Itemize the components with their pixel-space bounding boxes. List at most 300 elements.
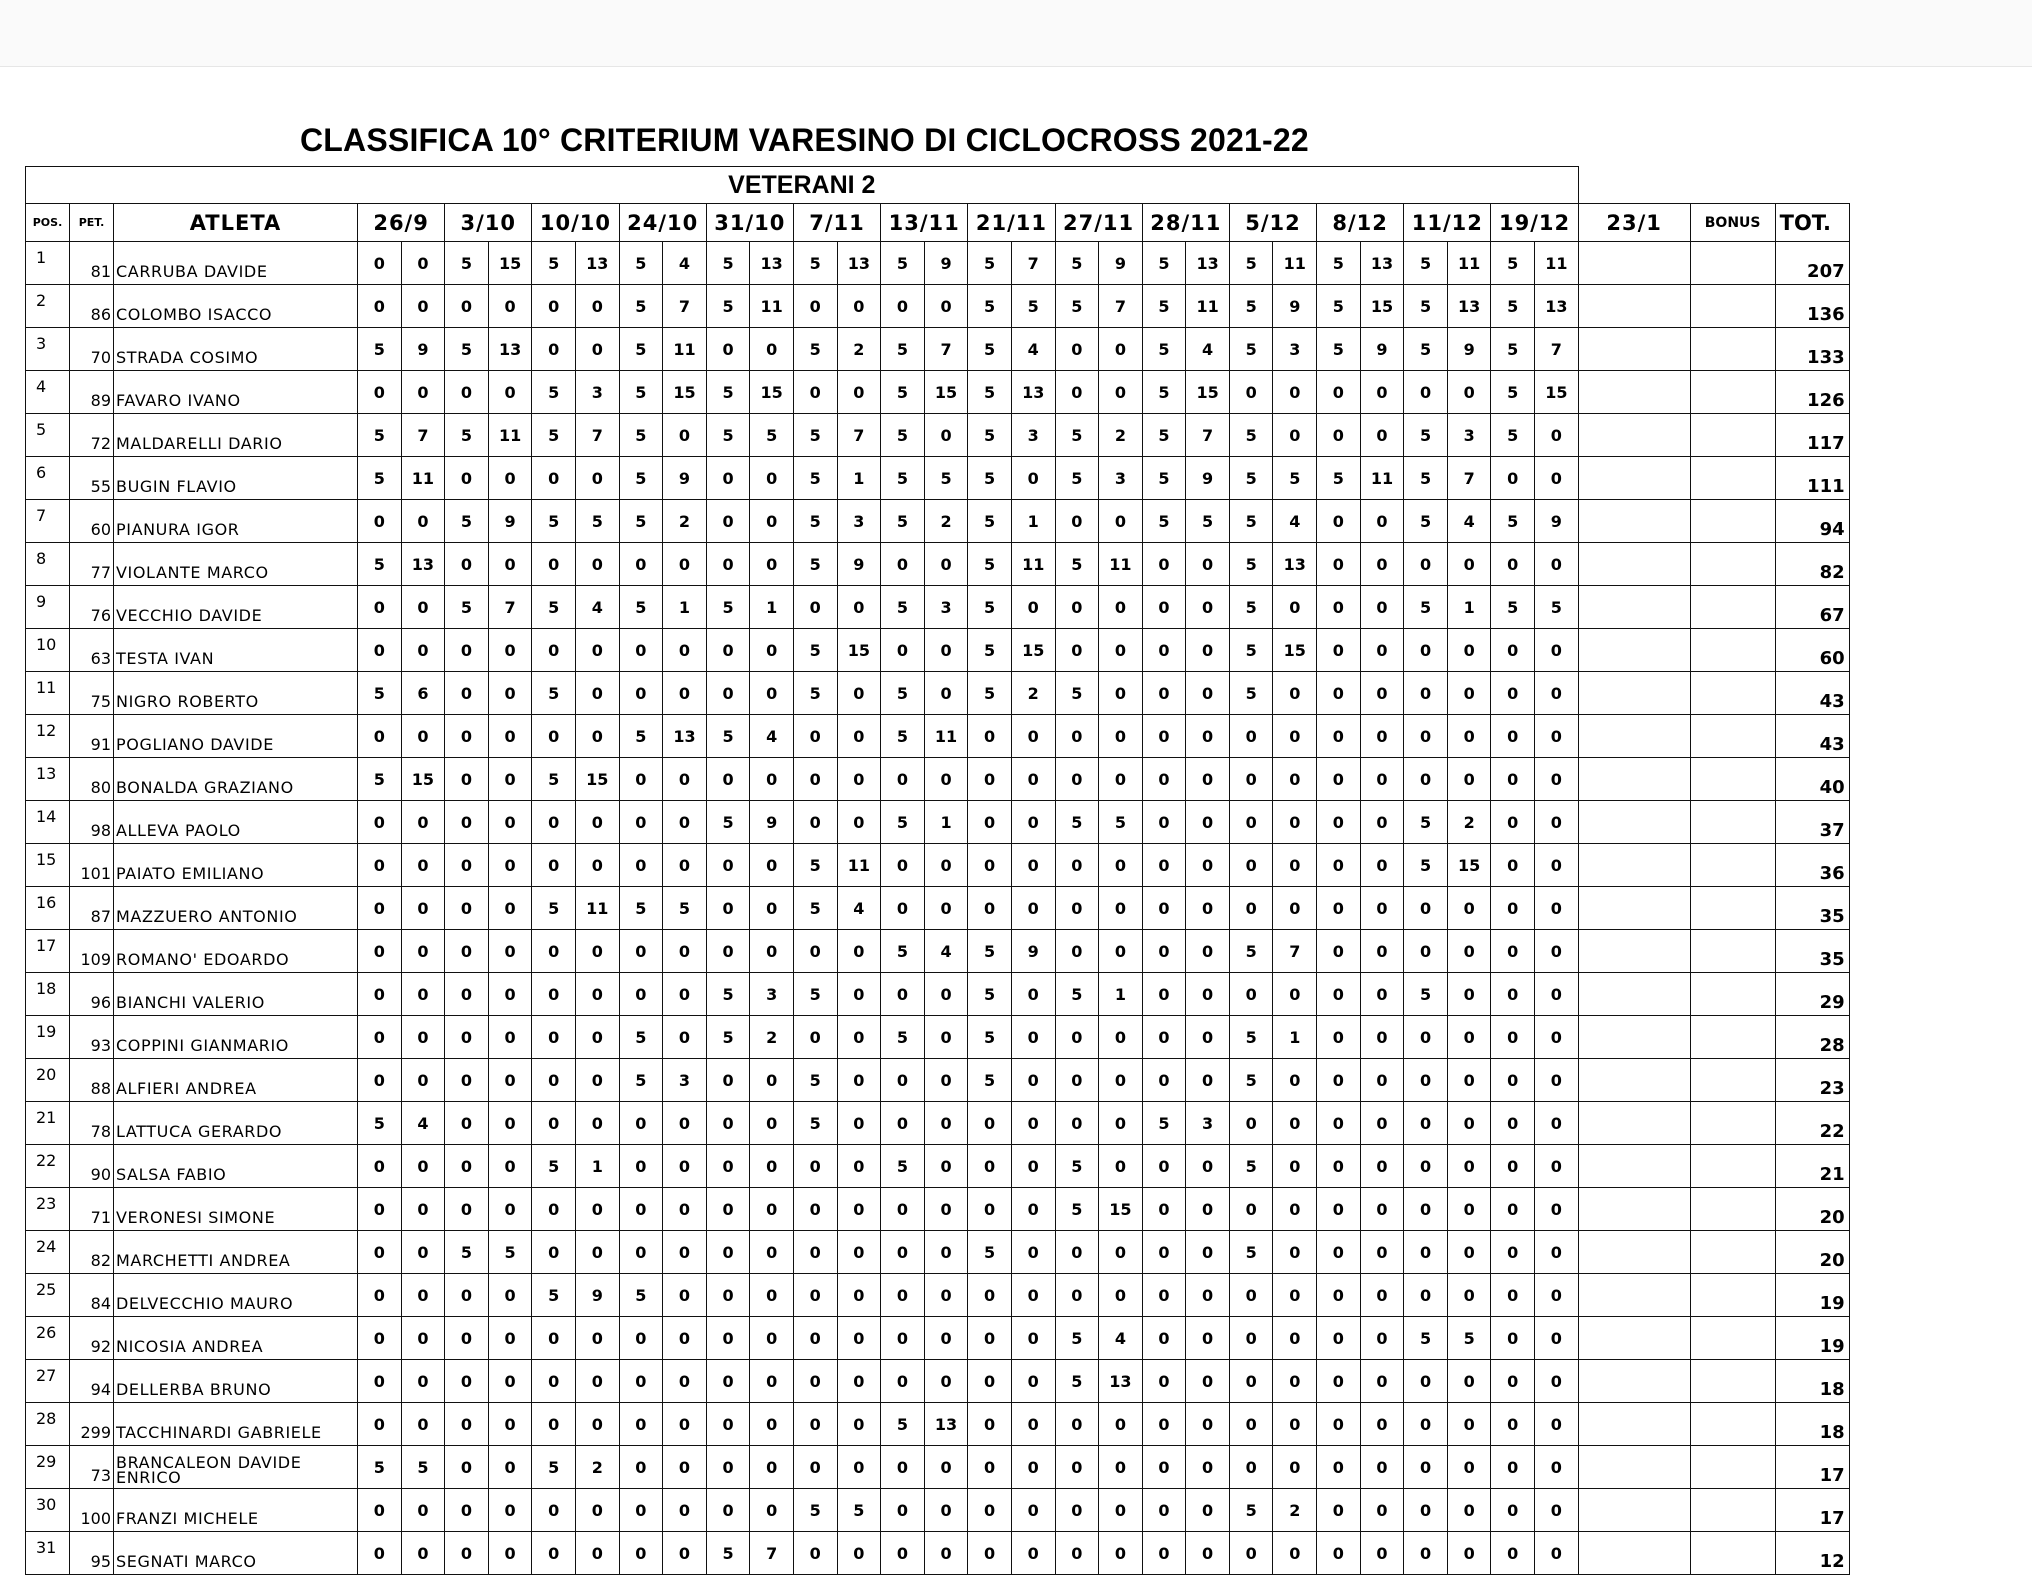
total-cell: 37 xyxy=(1775,801,1849,844)
points-cell: 0 xyxy=(619,973,663,1016)
points-cell: 5 xyxy=(532,887,576,930)
points-cell: 13 xyxy=(1186,242,1230,285)
points-cell: 5 xyxy=(968,500,1012,543)
points-cell: 5 xyxy=(619,1059,663,1102)
points-cell: 0 xyxy=(1273,973,1317,1016)
bib-number-cell: 72 xyxy=(70,414,114,457)
points-cell: 5 xyxy=(445,586,489,629)
points-cell: 5 xyxy=(1404,801,1448,844)
points-cell: 7 xyxy=(924,328,968,371)
points-cell: 0 xyxy=(1317,543,1361,586)
table-row xyxy=(26,328,1850,371)
points-cell: 0 xyxy=(1404,1403,1448,1446)
points-cell: 11 xyxy=(750,285,794,328)
header-race-date: 31/10 xyxy=(706,204,793,242)
points-cell: 0 xyxy=(1535,1231,1579,1274)
points-cell: 0 xyxy=(1142,1403,1186,1446)
points-cell: 0 xyxy=(1360,758,1404,801)
position-cell: 23 xyxy=(26,1188,70,1231)
points-cell: 0 xyxy=(968,1403,1012,1446)
points-cell: 0 xyxy=(445,1274,489,1317)
bonus-cell xyxy=(1690,1532,1775,1575)
table-row xyxy=(26,629,1850,672)
bib-number-cell: 101 xyxy=(70,844,114,887)
total-cell: 35 xyxy=(1775,887,1849,930)
points-cell: 13 xyxy=(1099,1360,1143,1403)
points-cell: 0 xyxy=(1186,844,1230,887)
points-cell: 5 xyxy=(881,457,925,500)
points-cell: 0 xyxy=(445,1403,489,1446)
points-cell: 0 xyxy=(706,844,750,887)
points-cell: 0 xyxy=(663,801,707,844)
points-cell: 0 xyxy=(793,1145,837,1188)
points-cell: 0 xyxy=(1273,1532,1317,1575)
points-cell: 0 xyxy=(1491,1231,1535,1274)
total-cell: 12 xyxy=(1775,1532,1849,1575)
points-cell: 0 xyxy=(358,371,402,414)
points-cell: 5 xyxy=(968,242,1012,285)
points-cell: 0 xyxy=(750,328,794,371)
bonus-cell xyxy=(1690,242,1775,285)
points-cell: 0 xyxy=(1360,629,1404,672)
points-cell: 0 xyxy=(1535,715,1579,758)
points-cell: 11 xyxy=(1099,543,1143,586)
header-bonus: BONUS xyxy=(1690,204,1775,242)
points-cell: 0 xyxy=(1535,844,1579,887)
points-cell: 0 xyxy=(575,1016,619,1059)
bib-number-cell: 100 xyxy=(70,1489,114,1532)
points-cell: 0 xyxy=(924,1489,968,1532)
points-cell: 0 xyxy=(1317,1489,1361,1532)
points-cell: 0 xyxy=(1360,371,1404,414)
athlete-name-cell: PIANURA IGOR xyxy=(114,500,358,543)
points-cell: 0 xyxy=(1142,1188,1186,1231)
bib-number-cell: 78 xyxy=(70,1102,114,1145)
points-cell: 0 xyxy=(532,715,576,758)
points-cell: 0 xyxy=(1011,1446,1055,1489)
points-cell: 5 xyxy=(706,586,750,629)
points-cell: 5 xyxy=(968,1016,1012,1059)
position-cell: 16 xyxy=(26,887,70,930)
points-cell: 0 xyxy=(1273,844,1317,887)
race-23-1-cell xyxy=(1578,801,1690,844)
athlete-name-cell: ROMANO' EDOARDO xyxy=(114,930,358,973)
points-cell: 0 xyxy=(1491,1188,1535,1231)
points-cell: 5 xyxy=(1055,242,1099,285)
points-cell: 0 xyxy=(358,1231,402,1274)
header-total: TOT. xyxy=(1775,204,1849,242)
points-cell: 15 xyxy=(488,242,532,285)
points-cell: 5 xyxy=(532,1274,576,1317)
points-cell: 5 xyxy=(793,844,837,887)
points-cell: 0 xyxy=(619,1446,663,1489)
points-cell: 0 xyxy=(401,1016,445,1059)
points-cell: 0 xyxy=(575,973,619,1016)
points-cell: 0 xyxy=(1186,1016,1230,1059)
points-cell: 0 xyxy=(1535,414,1579,457)
points-cell: 4 xyxy=(1099,1317,1143,1360)
points-cell: 0 xyxy=(837,1403,881,1446)
points-cell: 0 xyxy=(1229,1274,1273,1317)
points-cell: 3 xyxy=(750,973,794,1016)
points-cell: 0 xyxy=(793,715,837,758)
points-cell: 5 xyxy=(1491,586,1535,629)
points-cell: 9 xyxy=(663,457,707,500)
points-cell: 0 xyxy=(1535,930,1579,973)
points-cell: 0 xyxy=(575,1532,619,1575)
position-cell: 14 xyxy=(26,801,70,844)
points-cell: 5 xyxy=(358,672,402,715)
points-cell: 5 xyxy=(532,586,576,629)
points-cell: 0 xyxy=(1317,1360,1361,1403)
points-cell: 0 xyxy=(1404,1188,1448,1231)
points-cell: 0 xyxy=(881,1274,925,1317)
header-race-date: 26/9 xyxy=(358,204,445,242)
points-cell: 0 xyxy=(1404,715,1448,758)
points-cell: 5 xyxy=(1491,328,1535,371)
points-cell: 0 xyxy=(1011,715,1055,758)
points-cell: 0 xyxy=(1011,1145,1055,1188)
race-23-1-cell xyxy=(1578,242,1690,285)
points-cell: 5 xyxy=(968,586,1012,629)
points-cell: 4 xyxy=(750,715,794,758)
bonus-cell xyxy=(1690,1274,1775,1317)
points-cell: 0 xyxy=(1055,715,1099,758)
table-row xyxy=(26,887,1850,930)
race-23-1-cell xyxy=(1578,500,1690,543)
header-athlete: ATLETA xyxy=(114,204,358,242)
table-row xyxy=(26,715,1850,758)
points-cell: 0 xyxy=(1186,801,1230,844)
total-cell: 117 xyxy=(1775,414,1849,457)
race-23-1-cell xyxy=(1578,930,1690,973)
table-row xyxy=(26,586,1850,629)
athlete-name-cell: MAZZUERO ANTONIO xyxy=(114,887,358,930)
points-cell: 5 xyxy=(1142,1102,1186,1145)
points-cell: 0 xyxy=(1186,672,1230,715)
total-cell: 21 xyxy=(1775,1145,1849,1188)
points-cell: 0 xyxy=(750,930,794,973)
points-cell: 5 xyxy=(881,801,925,844)
total-cell: 43 xyxy=(1775,672,1849,715)
points-cell: 0 xyxy=(1491,1317,1535,1360)
points-cell: 0 xyxy=(1142,930,1186,973)
bonus-cell xyxy=(1690,1403,1775,1446)
points-cell: 5 xyxy=(1055,1145,1099,1188)
points-cell: 0 xyxy=(488,1188,532,1231)
points-cell: 13 xyxy=(1273,543,1317,586)
points-cell: 3 xyxy=(924,586,968,629)
points-cell: 0 xyxy=(1142,1532,1186,1575)
points-cell: 0 xyxy=(663,1360,707,1403)
points-cell: 0 xyxy=(1360,1446,1404,1489)
bib-number-cell: 76 xyxy=(70,586,114,629)
race-23-1-cell xyxy=(1578,758,1690,801)
position-cell: 10 xyxy=(26,629,70,672)
points-cell: 0 xyxy=(837,1274,881,1317)
points-cell: 0 xyxy=(1447,1532,1491,1575)
position-cell: 12 xyxy=(26,715,70,758)
position-cell: 4 xyxy=(26,371,70,414)
points-cell: 4 xyxy=(1273,500,1317,543)
bib-number-cell: 91 xyxy=(70,715,114,758)
points-cell: 0 xyxy=(1055,1059,1099,1102)
points-cell: 5 xyxy=(881,414,925,457)
points-cell: 0 xyxy=(1229,1188,1273,1231)
points-cell: 5 xyxy=(1317,328,1361,371)
points-cell: 0 xyxy=(445,672,489,715)
points-cell: 0 xyxy=(401,973,445,1016)
points-cell: 0 xyxy=(1099,1532,1143,1575)
points-cell: 0 xyxy=(1317,844,1361,887)
points-cell: 0 xyxy=(924,887,968,930)
points-cell: 5 xyxy=(881,328,925,371)
points-cell: 5 xyxy=(1142,500,1186,543)
points-cell: 0 xyxy=(750,844,794,887)
points-cell: 5 xyxy=(1229,242,1273,285)
points-cell: 5 xyxy=(881,500,925,543)
points-cell: 0 xyxy=(1055,1489,1099,1532)
points-cell: 0 xyxy=(401,1403,445,1446)
points-cell: 0 xyxy=(663,629,707,672)
points-cell: 5 xyxy=(1229,672,1273,715)
points-cell: 5 xyxy=(1229,285,1273,328)
points-cell: 2 xyxy=(1447,801,1491,844)
points-cell: 5 xyxy=(532,242,576,285)
athlete-name-cell: BONALDA GRAZIANO xyxy=(114,758,358,801)
points-cell: 0 xyxy=(1317,930,1361,973)
points-cell: 11 xyxy=(1535,242,1579,285)
points-cell: 0 xyxy=(837,973,881,1016)
points-cell: 0 xyxy=(1317,1403,1361,1446)
points-cell: 0 xyxy=(1447,715,1491,758)
bonus-cell xyxy=(1690,973,1775,1016)
points-cell: 0 xyxy=(1535,1360,1579,1403)
points-cell: 5 xyxy=(706,1532,750,1575)
points-cell: 0 xyxy=(663,844,707,887)
bib-number-cell: 84 xyxy=(70,1274,114,1317)
points-cell: 5 xyxy=(532,371,576,414)
points-cell: 0 xyxy=(488,1016,532,1059)
points-cell: 15 xyxy=(1447,844,1491,887)
position-cell: 27 xyxy=(26,1360,70,1403)
points-cell: 0 xyxy=(706,1231,750,1274)
points-cell: 0 xyxy=(924,1532,968,1575)
points-cell: 0 xyxy=(881,758,925,801)
points-cell: 15 xyxy=(1360,285,1404,328)
bonus-cell xyxy=(1690,586,1775,629)
points-cell: 5 xyxy=(1404,1317,1448,1360)
points-cell: 5 xyxy=(881,1145,925,1188)
points-cell: 0 xyxy=(1404,758,1448,801)
points-cell: 5 xyxy=(1099,801,1143,844)
bib-number-cell: 82 xyxy=(70,1231,114,1274)
points-cell: 0 xyxy=(1273,801,1317,844)
points-cell: 5 xyxy=(968,371,1012,414)
points-cell: 5 xyxy=(1229,328,1273,371)
points-cell: 0 xyxy=(1229,1317,1273,1360)
points-cell: 0 xyxy=(750,672,794,715)
points-cell: 1 xyxy=(837,457,881,500)
points-cell: 0 xyxy=(1317,1016,1361,1059)
points-cell: 2 xyxy=(924,500,968,543)
total-cell: 111 xyxy=(1775,457,1849,500)
race-23-1-cell xyxy=(1578,414,1690,457)
points-cell: 5 xyxy=(1229,457,1273,500)
race-23-1-cell xyxy=(1578,1231,1690,1274)
points-cell: 5 xyxy=(619,715,663,758)
points-cell: 5 xyxy=(1447,1317,1491,1360)
points-cell: 0 xyxy=(1011,758,1055,801)
points-cell: 5 xyxy=(619,328,663,371)
points-cell: 0 xyxy=(401,586,445,629)
points-cell: 0 xyxy=(619,1360,663,1403)
points-cell: 0 xyxy=(750,1403,794,1446)
points-cell: 1 xyxy=(750,586,794,629)
points-cell: 0 xyxy=(924,1102,968,1145)
points-cell: 0 xyxy=(1360,1532,1404,1575)
points-cell: 5 xyxy=(532,758,576,801)
points-cell: 5 xyxy=(1142,371,1186,414)
points-cell: 0 xyxy=(1447,1360,1491,1403)
points-cell: 5 xyxy=(358,1102,402,1145)
points-cell: 3 xyxy=(1186,1102,1230,1145)
points-cell: 0 xyxy=(924,629,968,672)
points-cell: 5 xyxy=(1404,586,1448,629)
points-cell: 0 xyxy=(488,1102,532,1145)
table-row xyxy=(26,1489,1850,1532)
points-cell: 0 xyxy=(750,1102,794,1145)
bonus-cell xyxy=(1690,1016,1775,1059)
bonus-cell xyxy=(1690,1145,1775,1188)
points-cell: 0 xyxy=(358,1016,402,1059)
points-cell: 0 xyxy=(793,1532,837,1575)
points-cell: 0 xyxy=(1447,1188,1491,1231)
points-cell: 0 xyxy=(1404,371,1448,414)
points-cell: 0 xyxy=(575,844,619,887)
athlete-name-cell: COLOMBO ISACCO xyxy=(114,285,358,328)
race-23-1-cell xyxy=(1578,328,1690,371)
points-cell: 0 xyxy=(1317,414,1361,457)
points-cell: 0 xyxy=(1360,1317,1404,1360)
bonus-cell xyxy=(1690,672,1775,715)
total-cell: 19 xyxy=(1775,1317,1849,1360)
points-cell: 0 xyxy=(1360,1360,1404,1403)
points-cell: 0 xyxy=(1055,887,1099,930)
points-cell: 0 xyxy=(881,887,925,930)
points-cell: 5 xyxy=(968,1231,1012,1274)
points-cell: 0 xyxy=(1317,715,1361,758)
points-cell: 0 xyxy=(1404,629,1448,672)
points-cell: 0 xyxy=(358,1360,402,1403)
total-cell: 19 xyxy=(1775,1274,1849,1317)
header-pet: PET. xyxy=(70,204,114,242)
points-cell: 1 xyxy=(1273,1016,1317,1059)
points-cell: 0 xyxy=(358,715,402,758)
points-cell: 0 xyxy=(1317,1102,1361,1145)
points-cell: 0 xyxy=(401,715,445,758)
points-cell: 0 xyxy=(488,1446,532,1489)
points-cell: 0 xyxy=(1273,758,1317,801)
points-cell: 0 xyxy=(488,758,532,801)
points-cell: 0 xyxy=(750,500,794,543)
points-cell: 13 xyxy=(750,242,794,285)
points-cell: 0 xyxy=(532,1059,576,1102)
points-cell: 0 xyxy=(706,1446,750,1489)
points-cell: 0 xyxy=(968,715,1012,758)
points-cell: 1 xyxy=(1099,973,1143,1016)
table-row xyxy=(26,414,1850,457)
total-cell: 126 xyxy=(1775,371,1849,414)
points-cell: 0 xyxy=(1055,328,1099,371)
points-cell: 0 xyxy=(358,887,402,930)
points-cell: 0 xyxy=(488,973,532,1016)
points-cell: 0 xyxy=(1317,1059,1361,1102)
points-cell: 5 xyxy=(1404,285,1448,328)
points-cell: 2 xyxy=(1099,414,1143,457)
points-cell: 0 xyxy=(488,801,532,844)
header-race-date: 23/1 xyxy=(1578,204,1690,242)
points-cell: 0 xyxy=(1055,758,1099,801)
points-cell: 0 xyxy=(1317,371,1361,414)
points-cell: 0 xyxy=(1360,1188,1404,1231)
points-cell: 0 xyxy=(445,1102,489,1145)
points-cell: 0 xyxy=(1142,543,1186,586)
category-blank xyxy=(1578,167,1849,204)
points-cell: 0 xyxy=(1229,1403,1273,1446)
points-cell: 0 xyxy=(968,887,1012,930)
total-cell: 207 xyxy=(1775,242,1849,285)
points-cell: 0 xyxy=(1360,672,1404,715)
points-cell: 0 xyxy=(1317,887,1361,930)
points-cell: 0 xyxy=(924,1231,968,1274)
points-cell: 5 xyxy=(1142,457,1186,500)
points-cell: 15 xyxy=(1011,629,1055,672)
points-cell: 5 xyxy=(1229,414,1273,457)
points-cell: 0 xyxy=(706,1274,750,1317)
points-cell: 0 xyxy=(1491,1145,1535,1188)
points-cell: 0 xyxy=(575,285,619,328)
bonus-cell xyxy=(1690,1231,1775,1274)
points-cell: 0 xyxy=(445,1188,489,1231)
points-cell: 0 xyxy=(1142,801,1186,844)
points-cell: 0 xyxy=(1491,758,1535,801)
points-cell: 0 xyxy=(1055,844,1099,887)
points-cell: 5 xyxy=(1229,586,1273,629)
points-cell: 0 xyxy=(1099,1016,1143,1059)
points-cell: 0 xyxy=(1142,844,1186,887)
points-cell: 0 xyxy=(750,1489,794,1532)
points-cell: 0 xyxy=(1099,672,1143,715)
points-cell: 5 xyxy=(1229,500,1273,543)
points-cell: 5 xyxy=(793,500,837,543)
points-cell: 0 xyxy=(532,629,576,672)
points-cell: 0 xyxy=(401,1059,445,1102)
points-cell: 0 xyxy=(619,758,663,801)
points-cell: 0 xyxy=(488,629,532,672)
points-cell: 0 xyxy=(1273,1317,1317,1360)
points-cell: 0 xyxy=(575,1360,619,1403)
points-cell: 0 xyxy=(1317,1231,1361,1274)
race-23-1-cell xyxy=(1578,715,1690,758)
points-cell: 0 xyxy=(358,500,402,543)
points-cell: 0 xyxy=(532,801,576,844)
points-cell: 0 xyxy=(1360,1016,1404,1059)
points-cell: 0 xyxy=(750,1059,794,1102)
points-cell: 0 xyxy=(1404,1231,1448,1274)
points-cell: 0 xyxy=(793,586,837,629)
position-cell: 8 xyxy=(26,543,70,586)
